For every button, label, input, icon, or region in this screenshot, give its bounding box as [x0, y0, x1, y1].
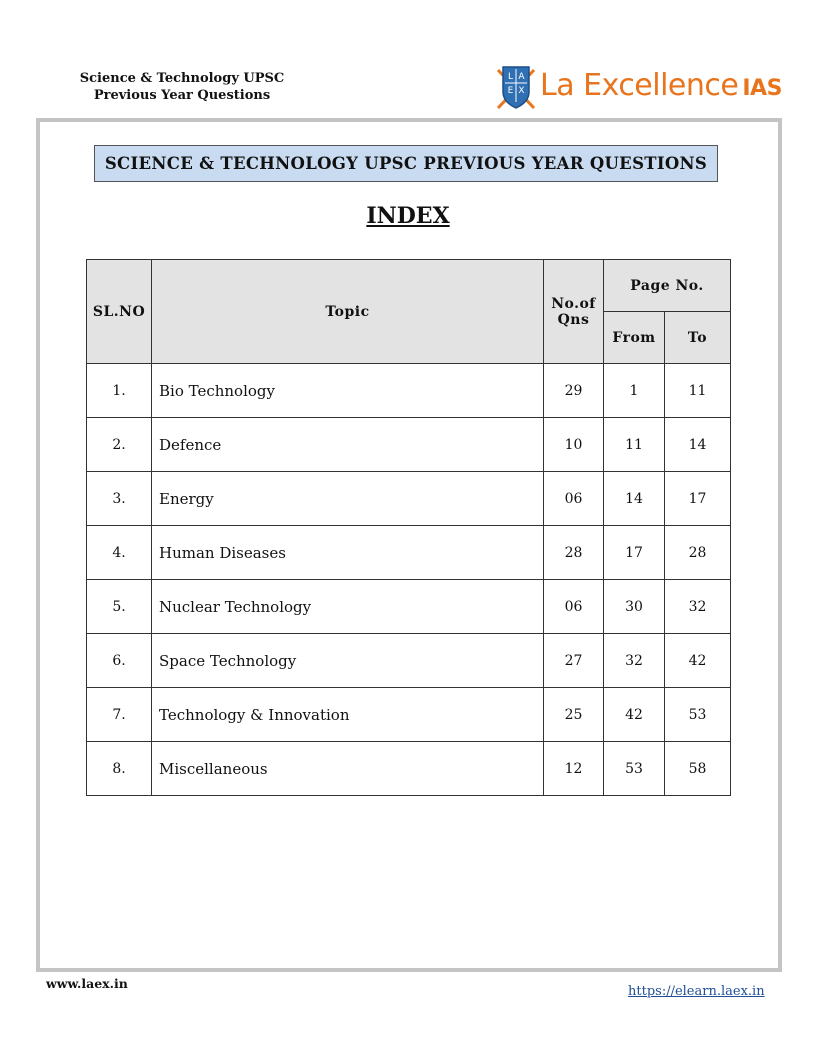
table-row — [87, 364, 731, 418]
footer-website: www.laex.in — [46, 976, 128, 991]
header-line-1: Science & Technology UPSC — [79, 71, 285, 86]
footer-elearn-link[interactable]: https://elearn.laex.in — [628, 984, 765, 999]
table-row — [87, 580, 731, 634]
brand-wordmark — [540, 68, 782, 103]
table-row — [87, 418, 731, 472]
header-from: From — [604, 312, 665, 364]
row-qns: 25 — [544, 688, 604, 742]
brand-logo — [494, 62, 782, 112]
table-row — [87, 634, 731, 688]
header-no-of-qns-line1: No.of — [551, 295, 596, 312]
brand-suffix: IAS — [742, 76, 782, 101]
header-line-2: Previous Year Questions — [93, 88, 271, 103]
row-slno: 4. — [87, 526, 152, 580]
row-slno: 1. — [87, 364, 152, 418]
header-doc-title — [62, 70, 302, 104]
row-slno: 3. — [87, 472, 152, 526]
title-banner: SCIENCE & TECHNOLOGY UPSC PREVIOUS YEAR QUESTIONS — [94, 145, 718, 182]
row-qns: 29 — [544, 364, 604, 418]
row-to: 28 — [665, 526, 731, 580]
logo-letter-x: X — [518, 86, 525, 96]
table-row — [87, 688, 731, 742]
row-from: 53 — [604, 742, 665, 796]
row-to: 53 — [665, 688, 731, 742]
index-heading: INDEX — [366, 203, 450, 229]
row-from: 32 — [604, 634, 665, 688]
row-qns: 06 — [544, 580, 604, 634]
row-topic: Defence — [152, 418, 544, 472]
row-slno: 7. — [87, 688, 152, 742]
row-topic: Bio Technology — [152, 364, 544, 418]
row-to: 42 — [665, 634, 731, 688]
brand-name: La Excellence — [540, 68, 739, 103]
row-from: 42 — [604, 688, 665, 742]
row-qns: 12 — [544, 742, 604, 796]
row-to: 11 — [665, 364, 731, 418]
logo-letter-a: A — [518, 72, 525, 82]
row-topic: Energy — [152, 472, 544, 526]
row-slno: 8. — [87, 742, 152, 796]
header-page-no: Page No. — [604, 260, 731, 312]
row-from: 14 — [604, 472, 665, 526]
row-topic: Space Technology — [152, 634, 544, 688]
row-qns: 10 — [544, 418, 604, 472]
row-from: 1 — [604, 364, 665, 418]
header-topic: Topic — [152, 260, 544, 364]
row-topic: Miscellaneous — [152, 742, 544, 796]
row-qns: 06 — [544, 472, 604, 526]
table-row — [87, 742, 731, 796]
logo-letter-l: L — [507, 72, 514, 82]
row-topic: Human Diseases — [152, 526, 544, 580]
header-slno: SL.NO — [87, 260, 152, 364]
row-slno: 2. — [87, 418, 152, 472]
row-to: 14 — [665, 418, 731, 472]
row-qns: 28 — [544, 526, 604, 580]
row-from: 11 — [604, 418, 665, 472]
row-slno: 6. — [87, 634, 152, 688]
index-table — [86, 259, 731, 796]
row-topic: Technology & Innovation — [152, 688, 544, 742]
row-slno: 5. — [87, 580, 152, 634]
row-qns: 27 — [544, 634, 604, 688]
row-to: 58 — [665, 742, 731, 796]
table-row — [87, 472, 731, 526]
header-no-of-qns — [544, 260, 604, 364]
row-topic: Nuclear Technology — [152, 580, 544, 634]
header-no-of-qns-line2: Qns — [557, 311, 590, 328]
table-row — [87, 526, 731, 580]
shield-logo-icon — [494, 62, 538, 112]
header-to: To — [665, 312, 731, 364]
row-to: 17 — [665, 472, 731, 526]
row-from: 30 — [604, 580, 665, 634]
row-from: 17 — [604, 526, 665, 580]
row-to: 32 — [665, 580, 731, 634]
logo-letter-e: E — [507, 86, 514, 96]
